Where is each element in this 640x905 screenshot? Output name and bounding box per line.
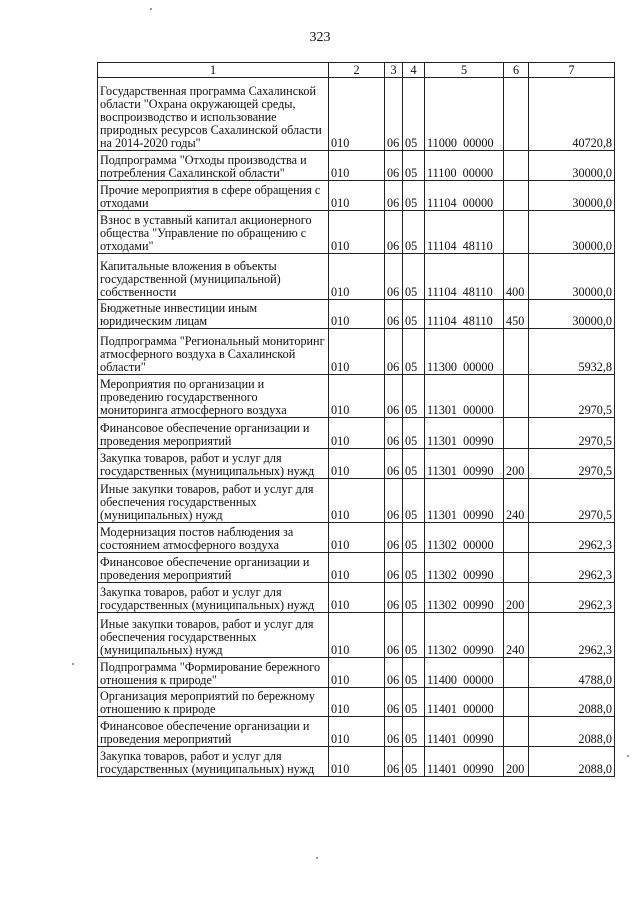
table-row <box>98 688 615 717</box>
code-cell: 010 <box>329 717 385 747</box>
code-cell: 010 <box>329 747 385 777</box>
code-cell: 010 <box>329 181 385 211</box>
amount-cell: 30000,0 <box>529 211 615 254</box>
item-name-cell: Подпрограмма "Региональный мониторинг атмосферного воздуха в Сахалинской области" <box>98 329 329 375</box>
item-name-cell: Прочие мероприятия в сфере обращения с отходами <box>98 181 329 211</box>
subsection-cell: 05 <box>403 78 425 151</box>
table-row <box>98 418 615 449</box>
code-cell: 010 <box>329 375 385 418</box>
expense-type-cell: 400 <box>504 254 529 300</box>
item-name-cell: Капитальные вложения в объекты государственной (муниципальной) собственности <box>98 254 329 300</box>
table-row <box>98 254 615 300</box>
table-row <box>98 613 615 658</box>
expense-type-cell <box>504 418 529 449</box>
code-cell: 010 <box>329 151 385 181</box>
subsection-cell: 05 <box>403 688 425 717</box>
target-article-cell: 11104 48110 <box>425 300 504 329</box>
subsection-cell: 05 <box>403 375 425 418</box>
section-cell: 06 <box>385 717 403 747</box>
section-cell: 06 <box>385 151 403 181</box>
amount-cell: 30000,0 <box>529 181 615 211</box>
target-article-cell: 11104 00000 <box>425 181 504 211</box>
target-article-cell: 11401 00000 <box>425 688 504 717</box>
section-cell: 06 <box>385 254 403 300</box>
expense-type-cell <box>504 211 529 254</box>
section-cell: 06 <box>385 553 403 583</box>
expense-type-cell: 200 <box>504 583 529 613</box>
target-article-cell: 11301 00000 <box>425 375 504 418</box>
section-cell: 06 <box>385 418 403 449</box>
code-cell: 010 <box>329 553 385 583</box>
amount-cell: 2970,5 <box>529 375 615 418</box>
table-row <box>98 658 615 688</box>
section-cell: 06 <box>385 181 403 211</box>
subsection-cell: 05 <box>403 658 425 688</box>
code-cell: 010 <box>329 613 385 658</box>
expense-type-cell <box>504 78 529 151</box>
expense-type-cell: 240 <box>504 479 529 523</box>
table-row <box>98 78 615 151</box>
code-cell: 010 <box>329 211 385 254</box>
subsection-cell: 05 <box>403 717 425 747</box>
code-cell: 010 <box>329 688 385 717</box>
code-cell: 010 <box>329 583 385 613</box>
subsection-cell: 05 <box>403 613 425 658</box>
section-cell: 06 <box>385 479 403 523</box>
table-row <box>98 181 615 211</box>
expense-type-cell <box>504 181 529 211</box>
subsection-cell: 05 <box>403 181 425 211</box>
subsection-cell: 05 <box>403 300 425 329</box>
code-cell: 010 <box>329 329 385 375</box>
amount-cell: 2970,5 <box>529 449 615 479</box>
target-article-cell: 11302 00000 <box>425 523 504 553</box>
scan-speck <box>150 8 152 10</box>
code-cell: 010 <box>329 300 385 329</box>
header-cell-4: 4 <box>403 63 425 78</box>
subsection-cell: 05 <box>403 553 425 583</box>
section-cell: 06 <box>385 523 403 553</box>
section-cell: 06 <box>385 375 403 418</box>
item-name-cell: Подпрограмма "Формирование бережного отношения к природе" <box>98 658 329 688</box>
item-name-cell: Мероприятия по организации и проведению государственного мониторинга атмосферного воздуха <box>98 375 329 418</box>
target-article-cell: 11302 00990 <box>425 613 504 658</box>
item-name-cell: Государственная программа Сахалинской области "Охрана окружающей среды, воспроизводство и использование природных ресурсов Сахалинской области на 2014-2020 годы" <box>98 78 329 151</box>
item-name-cell: Иные закупки товаров, работ и услуг для обеспечения государственных (муниципальных) нужд <box>98 479 329 523</box>
item-name-cell: Закупка товаров, работ и услуг для государственных (муниципальных) нужд <box>98 583 329 613</box>
table-row <box>98 747 615 777</box>
section-cell: 06 <box>385 613 403 658</box>
item-name-cell: Иные закупки товаров, работ и услуг для обеспечения государственных (муниципальных) нужд <box>98 613 329 658</box>
table-body <box>98 78 615 777</box>
target-article-cell: 11301 00990 <box>425 479 504 523</box>
expense-type-cell <box>504 717 529 747</box>
item-name-cell: Финансовое обеспечение организации и проведения мероприятий <box>98 418 329 449</box>
amount-cell: 4788,0 <box>529 658 615 688</box>
table-row <box>98 717 615 747</box>
section-cell: 06 <box>385 300 403 329</box>
item-name-cell: Бюджетные инвестиции иным юридическим лицам <box>98 300 329 329</box>
table-row <box>98 523 615 553</box>
amount-cell: 2962,3 <box>529 553 615 583</box>
code-cell: 010 <box>329 523 385 553</box>
header-cell-3: 3 <box>385 63 403 78</box>
section-cell: 06 <box>385 449 403 479</box>
table-row <box>98 479 615 523</box>
table-row <box>98 375 615 418</box>
amount-cell: 30000,0 <box>529 151 615 181</box>
table-row <box>98 151 615 181</box>
item-name-cell: Подпрограмма "Отходы производства и потребления Сахалинской области" <box>98 151 329 181</box>
amount-cell: 5932,8 <box>529 329 615 375</box>
expense-type-cell: 200 <box>504 747 529 777</box>
amount-cell: 30000,0 <box>529 300 615 329</box>
target-article-cell: 11301 00990 <box>425 449 504 479</box>
amount-cell: 2970,5 <box>529 418 615 449</box>
amount-cell: 2962,3 <box>529 613 615 658</box>
subsection-cell: 05 <box>403 329 425 375</box>
item-name-cell: Финансовое обеспечение организации и проведения мероприятий <box>98 553 329 583</box>
subsection-cell: 05 <box>403 747 425 777</box>
section-cell: 06 <box>385 688 403 717</box>
scan-speck <box>316 857 318 859</box>
expense-type-cell <box>504 523 529 553</box>
section-cell: 06 <box>385 583 403 613</box>
amount-cell: 2088,0 <box>529 717 615 747</box>
code-cell: 010 <box>329 658 385 688</box>
amount-cell: 2088,0 <box>529 688 615 717</box>
expense-type-cell <box>504 553 529 583</box>
table-row <box>98 211 615 254</box>
subsection-cell: 05 <box>403 254 425 300</box>
expense-type-cell: 450 <box>504 300 529 329</box>
header-cell-5: 5 <box>425 63 504 78</box>
target-article-cell: 11302 00990 <box>425 583 504 613</box>
budget-table <box>97 62 615 777</box>
target-article-cell: 11000 00000 <box>425 78 504 151</box>
code-cell: 010 <box>329 254 385 300</box>
amount-cell: 30000,0 <box>529 254 615 300</box>
code-cell: 010 <box>329 418 385 449</box>
table-row <box>98 329 615 375</box>
section-cell: 06 <box>385 747 403 777</box>
item-name-cell: Модернизация постов наблюдения за состоянием атмосферного воздуха <box>98 523 329 553</box>
subsection-cell: 05 <box>403 583 425 613</box>
expense-type-cell <box>504 658 529 688</box>
page-number: 323 <box>309 30 331 45</box>
item-name-cell: Организация мероприятий по бережному отношению к природе <box>98 688 329 717</box>
expense-type-cell <box>504 329 529 375</box>
header-cell-2: 2 <box>329 63 385 78</box>
section-cell: 06 <box>385 78 403 151</box>
expense-type-cell <box>504 151 529 181</box>
code-cell: 010 <box>329 449 385 479</box>
subsection-cell: 05 <box>403 449 425 479</box>
expense-type-cell: 200 <box>504 449 529 479</box>
target-article-cell: 11100 00000 <box>425 151 504 181</box>
subsection-cell: 05 <box>403 211 425 254</box>
subsection-cell: 05 <box>403 418 425 449</box>
table-row <box>98 583 615 613</box>
section-cell: 06 <box>385 329 403 375</box>
target-article-cell: 11400 00000 <box>425 658 504 688</box>
subsection-cell: 05 <box>403 151 425 181</box>
target-article-cell: 11401 00990 <box>425 747 504 777</box>
table-row <box>98 300 615 329</box>
expense-type-cell: 240 <box>504 613 529 658</box>
target-article-cell: 11104 48110 <box>425 254 504 300</box>
target-article-cell: 11301 00990 <box>425 418 504 449</box>
code-cell: 010 <box>329 78 385 151</box>
amount-cell: 2962,3 <box>529 523 615 553</box>
code-cell: 010 <box>329 479 385 523</box>
amount-cell: 40720,8 <box>529 78 615 151</box>
expense-type-cell <box>504 688 529 717</box>
item-name-cell: Взнос в уставный капитал акционерного общества "Управление по обращению с отходами" <box>98 211 329 254</box>
section-cell: 06 <box>385 658 403 688</box>
section-cell: 06 <box>385 211 403 254</box>
header-cell-7: 7 <box>529 63 615 78</box>
amount-cell: 2970,5 <box>529 479 615 523</box>
table-row <box>98 449 615 479</box>
item-name-cell: Финансовое обеспечение организации и проведения мероприятий <box>98 717 329 747</box>
header-cell-6: 6 <box>504 63 529 78</box>
item-name-cell: Закупка товаров, работ и услуг для государственных (муниципальных) нужд <box>98 449 329 479</box>
target-article-cell: 11300 00000 <box>425 329 504 375</box>
target-article-cell: 11302 00990 <box>425 553 504 583</box>
header-cell-1: 1 <box>98 63 329 78</box>
expense-type-cell <box>504 375 529 418</box>
header-row <box>98 63 615 78</box>
amount-cell: 2962,3 <box>529 583 615 613</box>
subsection-cell: 05 <box>403 479 425 523</box>
target-article-cell: 11104 48110 <box>425 211 504 254</box>
subsection-cell: 05 <box>403 523 425 553</box>
target-article-cell: 11401 00990 <box>425 717 504 747</box>
item-name-cell: Закупка товаров, работ и услуг для государственных (муниципальных) нужд <box>98 747 329 777</box>
scan-speck <box>72 663 74 665</box>
scan-speck <box>627 755 629 757</box>
amount-cell: 2088,0 <box>529 747 615 777</box>
table-row <box>98 553 615 583</box>
